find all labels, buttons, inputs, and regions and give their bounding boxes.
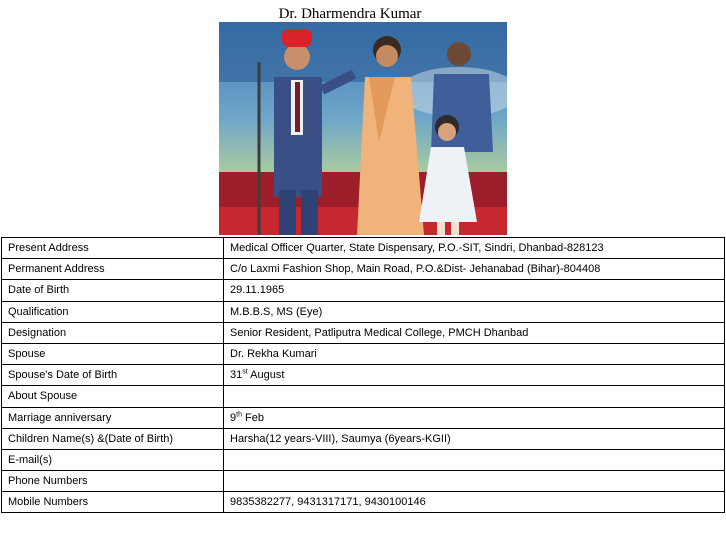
row-value: M.B.B.S, MS (Eye) [224,301,725,322]
table-row [2,471,725,492]
table-row [2,259,725,280]
value-text: August [247,369,285,382]
value-text: Feb [241,411,264,424]
row-label: Permanent Address [2,259,224,280]
table-row [2,343,725,364]
row-value [224,407,725,428]
row-label: About Spouse [2,386,224,407]
row-value: 29.11.1965 [224,280,725,301]
row-label: E-mail(s) [2,449,224,470]
value-number: 9 [230,411,237,424]
page-title: Dr. Dharmendra Kumar [278,6,422,22]
value-ordinal-suffix: st [242,368,248,376]
table-row [2,365,725,386]
row-label: Designation [2,322,224,343]
row-value [224,449,725,470]
row-value: Senior Resident, Patliputra Medical College, PMCH Dhanbad [224,322,725,343]
table-row [2,386,725,407]
row-value: Harsha(12 years-VIII), Saumya (6years-KGII) [224,428,725,449]
table-row [2,301,725,322]
row-value: Dr. Rekha Kumari [224,343,725,364]
row-label: Spouse's Date of Birth [2,365,224,386]
table-row [2,407,725,428]
row-value: C/o Laxmi Fashion Shop, Main Road, P.O.&Dist- Jehanabad (Bihar)-804408 [224,259,725,280]
row-label: Mobile Numbers [2,492,224,513]
table-row [2,238,725,259]
row-label: Phone Numbers [2,471,224,492]
row-label: Children Name(s) &(Date of Birth) [2,428,224,449]
row-label: Qualification [2,301,224,322]
photo-illustration [219,22,507,235]
row-value: Medical Officer Quarter, State Dispensary, P.O.-SIT, Sindri, Dhanbad-828123 [224,238,725,259]
row-label: Date of Birth [2,280,224,301]
value-number: 31 [230,369,243,382]
row-label: Present Address [2,238,224,259]
row-value: 9835382277, 9431317171, 9430100146 [224,492,725,513]
row-label: Spouse [2,343,224,364]
table-row [2,428,725,449]
value-ordinal-suffix: th [236,410,242,418]
table-row [2,322,725,343]
table-row [2,280,725,301]
profile-table [1,237,725,513]
row-value [224,365,725,386]
row-label: Marriage anniversary [2,407,224,428]
table-row [2,449,725,470]
row-value [224,471,725,492]
family-photo [219,22,507,235]
table-row [2,492,725,513]
row-value [224,386,725,407]
